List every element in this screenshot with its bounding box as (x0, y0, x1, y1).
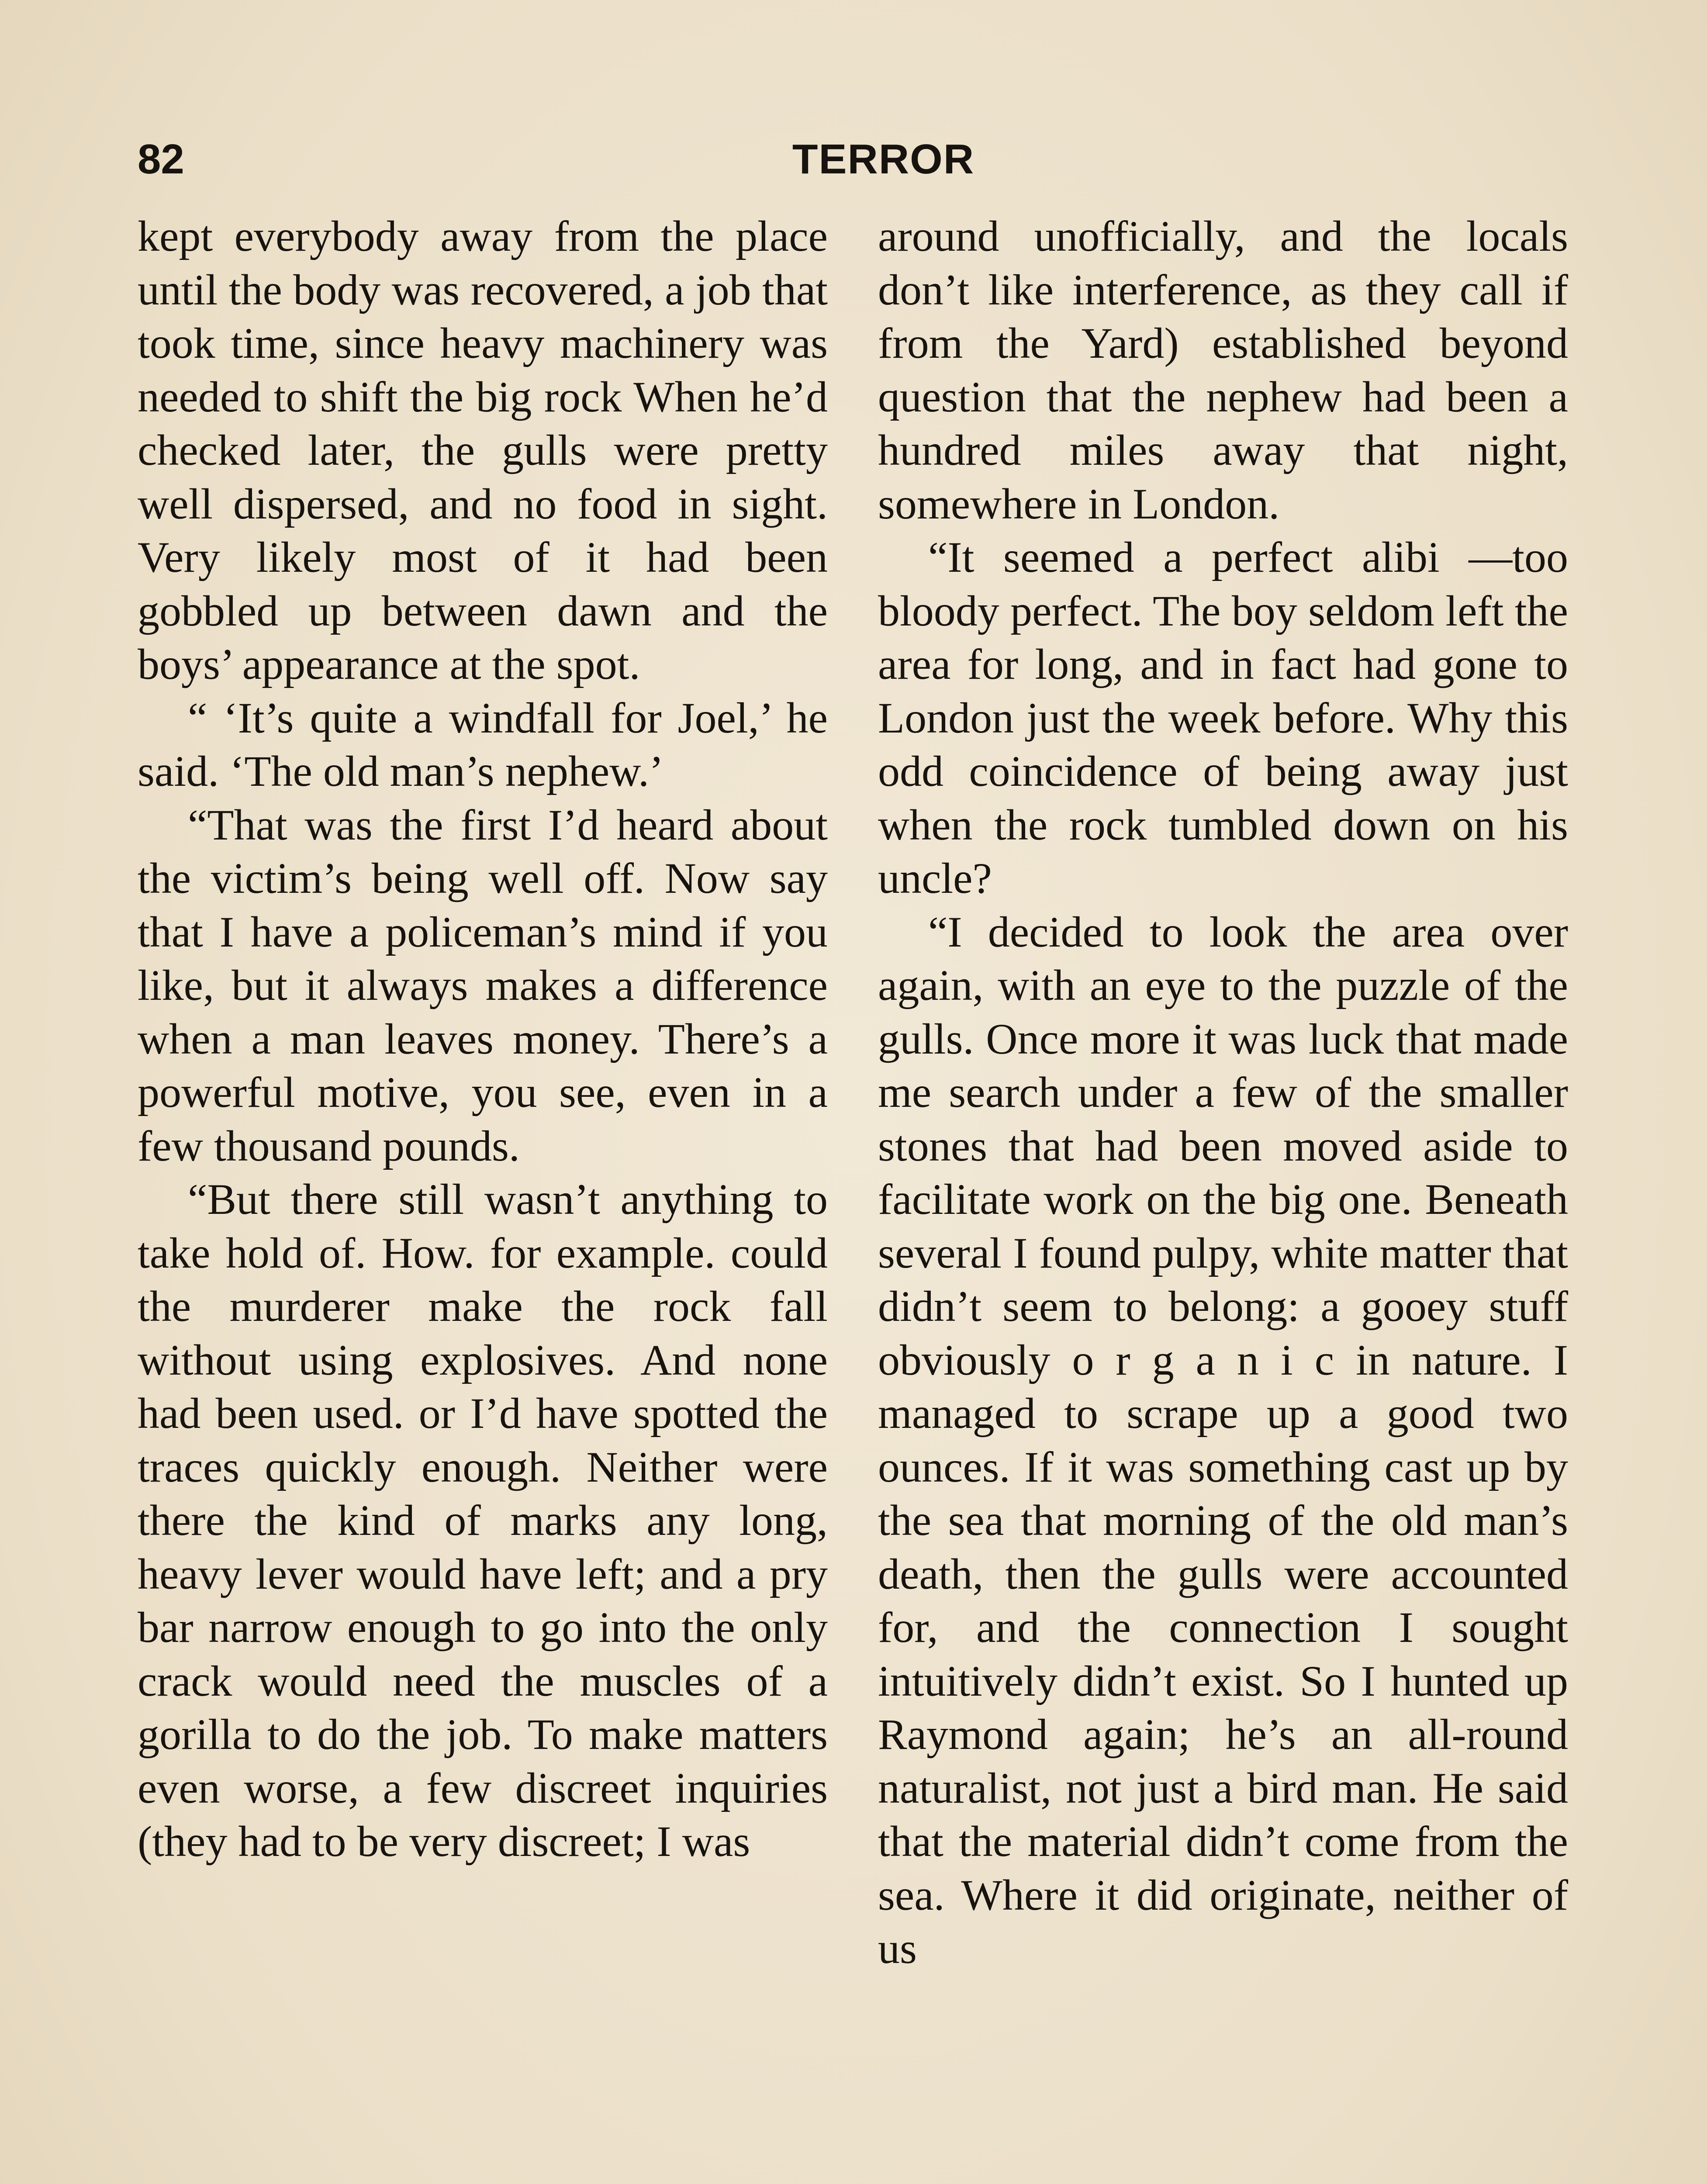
running-title: TERROR (792, 136, 975, 183)
paragraph: “I decided to look the area over again, with an eye to the puzzle of the gulls. Once more it was luck that made me search under a few of the smaller stones that had been moved aside to facilitate work on the big one. Beneath several I found pulpy, white matter that didn’t seem to belong: a gooey stuff obviously o r g a n i c in nature. I managed to scrape up a good two ounces. If it was something cast up by the sea that morning of the old man’s death, then the gulls were accounted for, and the connection I sought intuitively didn’t exist. So I hunted up Raymond again; he’s an all-round naturalist, not just a bird man. He said that the material didn’t come from the sea. Where it did originate, neither of us (878, 907, 1568, 1973)
paragraph: “But there still wasn’t anything to take hold of. How. for example. could the murderer make the rock fall without using explosives. And none had been used. or I’d have spotted the traces quickly enough. Neither were there the kind of marks any long, heavy lever would have left; and a pry bar narrow enough to go into the only crack would need the muscles of a gorilla to do the job. To make matters even worse, a few discreet inquiries (they had to be very discreet; I was (138, 1175, 828, 1866)
text-columns (138, 210, 1568, 2184)
paragraph: kept everybody away from the place until the body was recovered, a job that took time, since heavy machinery was needed to shift the big rock When he’d checked later, the gulls were pretty well dispersed, and no food in sight. Very likely most of it had been gobbled up between dawn and the boys’ appearance at the spot. (138, 212, 828, 688)
right-column (878, 210, 1568, 2184)
page-number: 82 (138, 136, 184, 183)
left-column (138, 210, 828, 2184)
page-header (138, 131, 1568, 188)
paragraph: “That was the first I’d heard about the victim’s being well off. Now say that I have a policeman’s mind if you like, but it always makes a difference when a man leaves money. There’s a powerful motive, you see, even in a few thousand pounds. (138, 800, 828, 1170)
paragraph: around unofficially, and the locals don’t like interference, as they call if from the Yard) established beyond question that the nephew had been a hundred miles away that night, somewhere in London. (878, 212, 1568, 528)
paragraph: “ ‘It’s quite a windfall for Joel,’ he said. ‘The old man’s nephew.’ (138, 693, 828, 795)
paragraph: “It seemed a perfect alibi —too bloody perfect. The boy seldom left the area for long, and in fact had gone to London just the week before. Why this odd coincidence of being away just when the rock tumbled down on his uncle? (878, 533, 1568, 902)
